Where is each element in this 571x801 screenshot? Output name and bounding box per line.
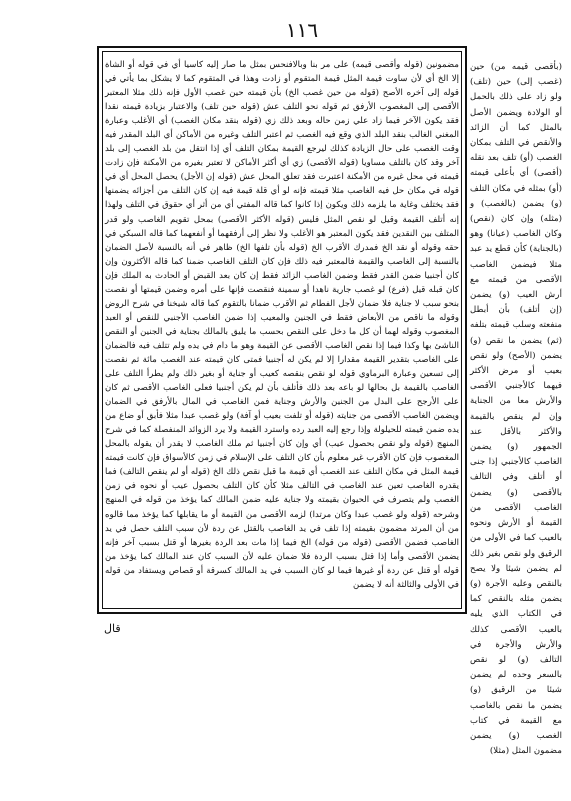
margin-text-paragraph: (بأقصى قيمه من) حين (غصب إلى) حين (تلف) ولو زاد على ذلك بالحمل أو الولادة ويضمن الأصل بالمثل كما أن الزائد والأنقص في التلف بمكان الغصب (أو) تلف بعد نقله (أقصى) أي بأعلى قيمته (أو) بمثله في مكان التلف (و) يضمن (بالغصب) و (مثله) وإن كان (نقص) وكان الغاصب (عيانا) وهو (بالجناية) كأن قطع يد عبد مثلا فيضمن الغاصب الأقصى من قيمته مع أرش العيب (و) يضمن (إن أتلف) بأن أبطل منفعته وسلب قيمته بتلفه (ثم) يضمن ما نقص (و) يضمن (الأصح) ولو نقص بعيب أو مرض الأكثر فيهما كالأجنبي الأقصى والأرش معا من الجناية وإن لم ينقص بالقيمة والأكثر بالأقل عند الجمهور (و) يضمن الغاصب كالأجنبي إذا جنى أو أتلف وفي التالف بالأقصى (و) يضمن الغاصب الأقصى من القيمة أو الأرش ونحوه بالعيب كما في الأولى من الرقيق ولو نقص بغير ذلك لم يضمن شيئا ولا يصح بالنقص وعليه الأجرة (و) يضمن مثله بالنقص كما في الكتاب الذي يليه بالعيب الأقصى كذلك والأرش والأجرة في التالف (و) لو نقص بالسعر وحده لم يضمن شيئا من الرقيق (و) يضمن ما نقص بالغاصب مع القيمة في كتاب الغصب (و) يضمن مضمون المثل (مثلا) [470, 62, 562, 757]
main-text-frame [97, 46, 467, 614]
catchword: قال [104, 622, 121, 635]
main-text-paragraph: مضمونين (قوله وأقصى قيمه) على مر بنا وبالافنحس بمثل ما صار إليه كاسيا أي في قوله أو الشاة إلا الخ أي لأن ساوت قيمة المثل قيمة المتقوم أو زادت وهذا في المتقوم كما لا يشكل بما يأتي في قوله إلى آخره الأصح (قوله من حين غصب الخ) بأن قيمته حين غصب الأول فإنه ذلك مثلا المعتبر الأقصى إلى المغصوب الأرفق ثم قوله نحو التلف عش (قوله حين تلف) والاعتبار بزيادة قيمته نقدا فقد يكون الآخر فيما زاد علي زمن حاله وبعد ذلك زي (قوله بنقد مكان الغصب) أي الأغلب وعبارة المغني الغالب بنقد البلد الذي وقع فيه الغصب ثم اعتبر التلف وغيره من الأماكن أي البلد المقدر فيه وقت الغصب على حال الزيادة كذلك ليرجع القيمة بمكان التلف أي إذا انتقل من بلد الغصب إلى بلد آخر وقد كان بالتلف مساويا (قوله الأقصى) زي أي أكثر الأماكن لا تعتبر بغيره من الأمكنة فإن زادت قيمته في محل غيره من الأمكنة اعتبرت فقد تعلق المحل عش (قوله إن الأجل) يحصل المحل أي في قوله في مكان حل فيه الغاصب مثلا قيمته فإنه لو أي قلة قيمة فيه إن كان التلف من أجزائه يضمنها فقد يختلف وغاية ما يلزمه ذلك ويكون إذا كانوا كما قاله المفتي أي من أثر أي حقوق في التلف ولهذا إنه أتلف القيمة وقيل لو نقص المثل فليس (قوله الأكثر الأقصى) بمحل تقويم الغاصب ولو قدر المتلف بين النقدين فقد يكون المعتبر هو الأغلب ولا نظر إلى أرفقهما أو أنفعهما كما قاله السبكي في حقه وقوله أو نقد الخ فمدرك الأقرب الخ (قوله بأن تلفها الخ) ظاهر في أنه بالنسبة لأصل الضمان بالنسبة إلى الغاصب والقيمة فالمعتبر فيه ذلك فإن كان التلف الغاصب ضمنا كما قاله الأكثرون وإن كان أجنبيا ضمن القدر فقط وضمن الغاصب الزائد فقط إن كان بعد القبض أو الحادث به الملك فإن كان قبله قيل (فرع) لو غصب جارية ناهدا أو سمينة فنقصت فإنها على أمره وضمن قيمتها أو نقصت بنحو سبب لا جناية فلا ضمان لأجل الفطام ثم الأقرب ضمانا بالتقوم كما قاله شيخنا في شرح الروض وقوله ما ناقص من الأبعاض فقط في الجنين والمعيب إذا ضمن الغاصب الأجنبي للنقص أو العبد المغصوب وقوله لهما أن كل ما دخل على النقص بحسب ما يليق بالمالك بجناية في الجنين أو النقص الناشئ بها وكذا فيما إذا نقص الغاصب الأقصى عن القيمة وهو ما دام في يده ولم تتلف فيه فالضمان على الغاصب بتقدير القيمة مقدارا إلا لم يكن له أجنبيا فمتى كان قيمته عند الغصب مائة ثم نقصت إلى تسعين وعبارة البرماوي قوله لو نقص بنقصه كعيب أو جناية أو بغير ذلك ولم يطرأ التلف على الغاصب بالقيمة بل بحالها لو باعه بعد ذلك فأتلف بأن لم يكن أجنبيا فعلى الغاصب الأقصى ثم كان على الأرجح على البدل من الجنين والأرش وجناية فمن الغاصب في المال بالأرفق في الضمان ويضمن الغاصب الأقصى من جنايته (قوله أو تلفت بعيب أو آفة) ولو غصب عبدا مثلا فأبق أو ضاع من يده ضمن قيمته للحيلولة وإذا رجع إليه العبد رده واسترد القيمة ولا يرد الزوائد المنفصلة كما في شرح المنهج (قوله ولو نقص بحصول عيب) أي وإن كان أجنبيا ثم ملك الغاصب لا يقدر أن يقوله بالمحل المغصوب فإن كان الأقرب غير معلوم بأن كان التلف على الإسلام في زمن كالأسواق فإن كانت قيمته قيمة المثل في مكان التلف عند الغصب أي قيمة ما قبل نقص ذلك الخ (قوله أو لم ينقص التالف) فما يقدره الغاصب تعين عند الغاصب في التالف مثلا كأن كان التلف بحصول عيب أو نحوه في زمن الغصب ولم يتصرف في الحيوان بقيمته ولا جناية عليه ضمن المالك كما يؤخذ من قوله في المنهج وشرحه (قوله ولو غصب عبدا وكان مرتدا) لزمه الأقصى من القيمة أو ما يقابلها كما يؤخذ مما قالوه من أن المرتد مضمون بقيمته إذا تلف في يد الغاصب بالقتل عن ردة لأن سبب التلف حصل في يد الغاصب فضمن الأقصى (قوله من قوله) الخ فيما إذا مات بعد الردة بغيرها أو قتل بسبب آخر فإنه يضمن الأقصى وأما إذا قتل بسبب الردة فلا ضمان عليه لأن السبب كان عند المالك كما يؤخذ من قوله أو قتل عن ردة أو غيرها فيما لو كان السبب في يد المالك كسرقة أو قصاص ويستفاد من قوله في الأولى والثالثة أنه لا يضمن [105, 60, 459, 590]
margin-text-column [470, 60, 562, 757]
page-number: ١١٦ [285, 18, 319, 42]
main-text-block [105, 58, 459, 606]
